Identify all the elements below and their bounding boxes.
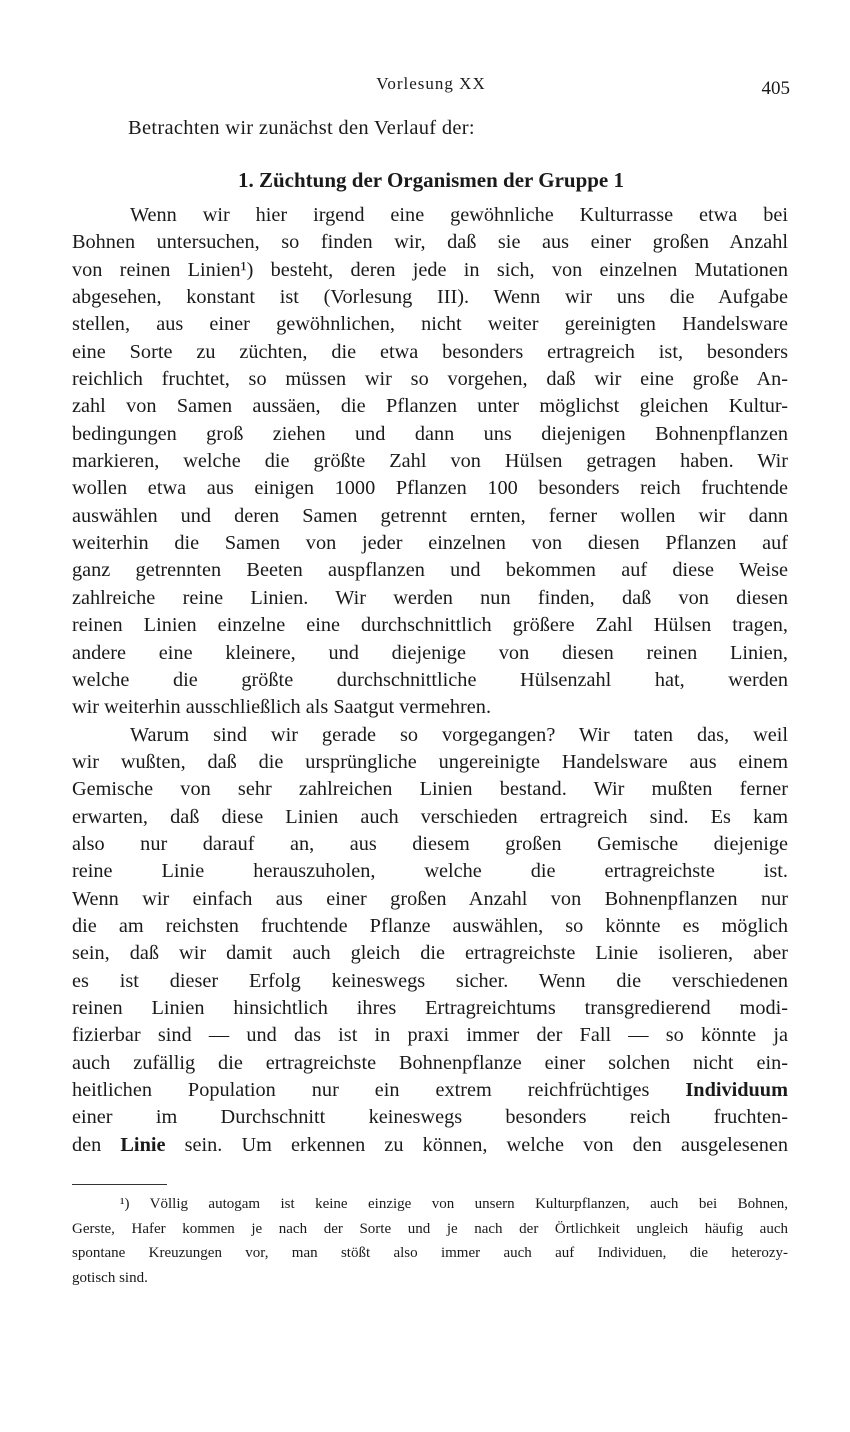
footnote-line: gotisch sind. [72, 1269, 148, 1286]
body-line: erwarten, daß diese Linien auch verschieden ertragreich sind. Es kam [72, 805, 788, 828]
lead-sentence: Betrachten wir zunächst den Verlauf der: [128, 117, 475, 139]
section-heading: 1. Züchtung der Organismen der Gruppe 1 [237, 168, 625, 192]
body-line: wir weiterhin ausschließlich als Saatgut vermehren. [72, 696, 492, 719]
body-line: stellen, aus einer gewöhnlichen, nicht weiter gereinigten Handelsware [72, 313, 788, 336]
footnote-line: spontane Kreuzungen vor, man stößt also immer auch auf Individuen, die heterozy- [72, 1245, 788, 1261]
body-line: einer im Durchschnitt keineswegs besonders reich fruchten- [72, 1106, 788, 1129]
body-line: es ist dieser Erfolg keineswegs sicher. Wenn die verschiedenen [72, 969, 788, 992]
running-title: Vorlesung XX [376, 74, 486, 93]
footnote-line: Gerste, Hafer kommen je nach der Sorte und je nach der Örtlichkeit ungleich häufig auch [72, 1220, 788, 1237]
body-line: weiterhin die Samen von jeder einzelnen von diesen Pflanzen auf [72, 532, 788, 555]
body-line: Bohnen untersuchen, so finden wir, daß sie aus einer großen Anzahl [72, 231, 788, 254]
body-line: von reinen Linien¹) besteht, deren jede in sich, von einzelnen Mutationen [72, 258, 788, 281]
body-line: ganz getrennten Beeten auspflanzen und bekommen auf diese Weise [72, 559, 788, 582]
body-line: auswählen und deren Samen getrennt ernten, ferner wollen wir dann [72, 504, 788, 527]
body-line: also nur darauf an, aus diesem großen Gemische diejenige [72, 832, 788, 855]
body-line: abgesehen, konstant ist (Vorlesung III). Wenn wir uns die Aufgabe [72, 286, 788, 309]
body-line: sein, daß wir damit auch gleich die ertragreichste Linie isolieren, aber [72, 942, 788, 965]
body-line: wir wußten, daß die ursprüngliche ungereinigte Handelsware aus einem [72, 750, 788, 773]
body-line: zahlreiche reine Linien. Wir werden nun finden, daß von diesen [72, 586, 788, 609]
running-header [72, 74, 790, 100]
footnote-divider [72, 1184, 167, 1185]
body-line: Gemische von sehr zahlreichen Linien bestand. Wir mußten ferner [72, 778, 788, 801]
body-line: welche die größte durchschnittliche Hülsenzahl hat, werden [72, 668, 788, 691]
body-line: reinen Linien einzelne eine durchschnittlich größere Zahl Hülsen tragen, [72, 614, 788, 637]
body-line: Warum sind wir gerade so vorgegangen? Wir taten das, weil [130, 723, 788, 746]
body-line: markieren, welche die größte Zahl von Hülsen getragen haben. Wir [72, 450, 788, 473]
body-line: Wenn wir hier irgend eine gewöhnliche Kulturrasse etwa bei [130, 204, 788, 226]
body-line: Wenn wir einfach aus einer großen Anzahl von Bohnenpflanzen nur [72, 887, 788, 910]
body-line: reinen Linien hinsichtlich ihres Ertragreichtums transgredierend modi- [72, 996, 788, 1019]
body-line: heitlichen Population nur ein extrem reichfrüchtiges Individuum [72, 1079, 788, 1101]
body-line: reichlich fruchtet, so müssen wir so vorgehen, daß wir eine große An- [72, 368, 788, 391]
body-line: den Linie sein. Um erkennen zu können, welche von den ausgelesenen [72, 1133, 788, 1156]
body-line: andere eine kleinere, und diejenige von diesen reinen Linien, [72, 641, 788, 664]
body-line: die am reichsten fruchtende Pflanze auswählen, so könnte es möglich [72, 914, 788, 937]
body-line: reine Linie herauszuholen, welche die ertragreichste ist. [72, 860, 788, 883]
page-number: 405 [761, 78, 790, 99]
body-line: eine Sorte zu züchten, die etwa besonders ertragreich ist, besonders [72, 340, 788, 363]
footnote-line: ¹) Völlig autogam ist keine einzige von unsern Kulturpflanzen, auch bei Bohnen, [120, 1196, 788, 1212]
footnote [72, 1192, 788, 1290]
body-text [72, 202, 788, 1159]
body-line: wollen etwa aus einigen 1000 Pflanzen 100 besonders reich fruchtende [72, 477, 788, 500]
body-line: bedingungen groß ziehen und dann uns diejenigen Bohnenpflanzen [72, 422, 788, 445]
body-line: zahl von Samen aussäen, die Pflanzen unter möglichst gleichen Kultur- [72, 395, 788, 418]
body-line: fizierbar sind — und das ist in praxi immer der Fall — so könnte ja [72, 1024, 788, 1047]
body-line: auch zufällig die ertragreichste Bohnenpflanze einer solchen nicht ein- [72, 1051, 788, 1074]
